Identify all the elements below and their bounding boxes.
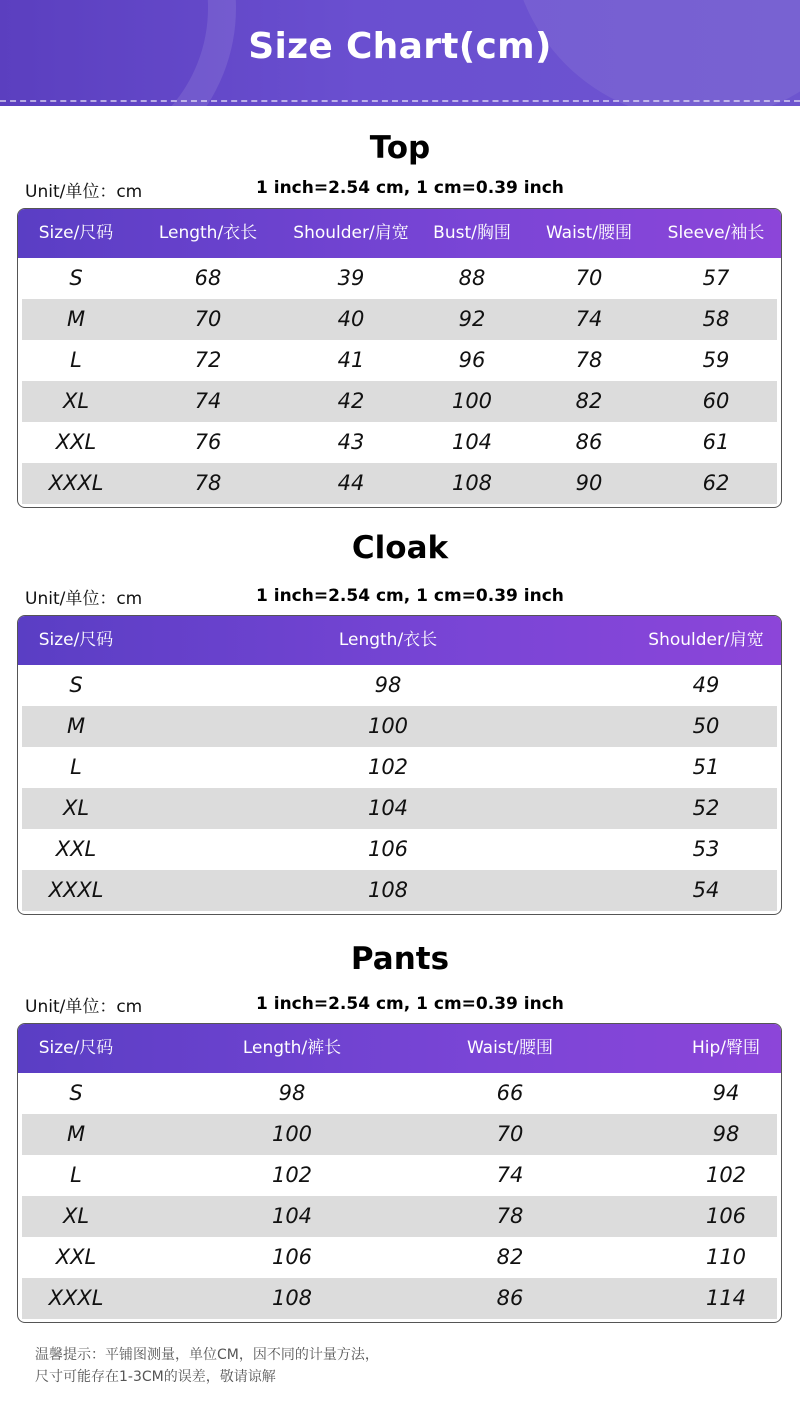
cloak-size-table [17,615,782,915]
cloak-value-cell: 53 [692,837,720,861]
top-value-cell: 43 [337,430,365,454]
top-value-cell: 74 [575,307,603,331]
pants-value-cell: 106 [705,1204,747,1228]
top-value-cell: 100 [451,389,493,413]
pants-size-cell: S [69,1081,83,1105]
pants-size-cell: XL [62,1204,90,1228]
pants-table-row [22,1073,777,1114]
cloak-value-cell: 102 [367,755,409,779]
top-size-cell: L [70,348,82,372]
top-header-cell: Bust/胸围 [433,223,511,243]
top-value-cell: 74 [194,389,222,413]
cloak-value-cell: 100 [367,714,409,738]
top-table-row [22,463,777,504]
cloak-size-cell: XXXL [48,878,104,902]
cloak-value-cell: 51 [692,755,720,779]
cloak-table-row [22,747,777,788]
pants-value-cell: 70 [496,1122,524,1146]
top-value-cell: 96 [458,348,486,372]
cloak-value-cell: 106 [367,837,409,861]
cloak-table-header [18,616,781,665]
pants-value-cell: 94 [712,1081,740,1105]
top-header-cell: Length/衣长 [158,223,258,243]
top-value-cell: 68 [194,266,222,290]
top-value-cell: 59 [702,348,730,372]
top-header-cell: Shoulder/肩宽 [293,223,409,243]
cloak-value-cell: 108 [367,878,409,902]
pants-size-table [17,1023,782,1323]
top-header-cell: Size/尺码 [38,223,114,243]
cloak-table-row [22,665,777,706]
top-value-cell: 60 [702,389,730,413]
cloak-value-cell: 104 [367,796,409,820]
top-table-row [22,340,777,381]
top-value-cell: 57 [702,266,730,290]
cloak-table-row [22,788,777,829]
pants-value-cell: 98 [278,1081,306,1105]
top-value-cell: 44 [337,471,365,495]
top-size-cell: M [66,307,86,331]
cloak-value-cell: 54 [692,878,720,902]
cloak-value-cell: 52 [692,796,720,820]
cloak-header-cell: Shoulder/肩宽 [648,630,764,650]
pants-header-cell: Hip/臀围 [691,1038,761,1058]
top-value-cell: 58 [702,307,730,331]
pants-header-cell: Waist/腰围 [466,1038,554,1058]
cloak-header-cell: Size/尺码 [38,630,114,650]
top-value-cell: 41 [337,348,365,372]
pants-table-row [22,1278,777,1319]
header-banner [0,0,800,106]
pants-value-cell: 100 [271,1122,313,1146]
pants-section-title: Pants [350,941,450,977]
cloak-section-title: Cloak [351,530,449,566]
top-size-cell: XXL [55,430,97,454]
top-value-cell: 42 [337,389,365,413]
top-value-cell: 78 [575,348,603,372]
pants-table-row [22,1196,777,1237]
top-value-cell: 88 [458,266,486,290]
pants-unit-label: Unit/单位：cm [25,997,143,1017]
pants-conversion-note: 1 inch=2.54 cm, 1 cm=0.39 inch [256,994,564,1014]
top-table-row [22,299,777,340]
top-value-cell: 82 [575,389,603,413]
pants-size-cell: L [70,1163,82,1187]
pants-table-header [18,1024,781,1073]
top-size-cell: XL [62,389,90,413]
pants-value-cell: 108 [271,1286,313,1310]
top-size-cell: S [69,266,83,290]
cloak-size-cell: L [70,755,82,779]
top-value-cell: 104 [451,430,493,454]
top-value-cell: 39 [337,266,365,290]
top-value-cell: 61 [702,430,730,454]
cloak-size-cell: XXL [55,837,97,861]
pants-size-cell: M [66,1122,86,1146]
pants-value-cell: 82 [496,1245,524,1269]
pants-value-cell: 66 [496,1081,524,1105]
top-unit-label: Unit/单位：cm [25,182,143,202]
measurement-note-line-2: 尺寸可能存在1-3CM的误差，敬请谅解 [35,1369,276,1385]
top-value-cell: 90 [575,471,603,495]
top-size-table [17,208,782,508]
cloak-table-row [22,870,777,911]
top-table-header [18,209,781,258]
pants-header-cell: Length/裤长 [242,1038,342,1058]
cloak-value-cell: 49 [692,673,720,697]
top-size-cell: XXXL [48,471,104,495]
pants-table-row [22,1114,777,1155]
pants-value-cell: 110 [705,1245,747,1269]
pants-table-row [22,1237,777,1278]
cloak-conversion-note: 1 inch=2.54 cm, 1 cm=0.39 inch [256,586,564,606]
top-value-cell: 70 [575,266,603,290]
pants-value-cell: 102 [271,1163,313,1187]
top-header-cell: Sleeve/袖长 [667,223,765,243]
cloak-unit-label: Unit/单位：cm [25,589,143,609]
cloak-value-cell: 98 [374,673,402,697]
cloak-header-cell: Length/衣长 [338,630,438,650]
page-title: Size Chart(cm) [248,26,552,67]
pants-size-cell: XXL [55,1245,97,1269]
cloak-table-row [22,706,777,747]
top-section-title: Top [369,130,431,166]
pants-value-cell: 102 [705,1163,747,1187]
top-table-row [22,258,777,299]
top-value-cell: 62 [702,471,730,495]
pants-size-cell: XXXL [48,1286,104,1310]
cloak-table-row [22,829,777,870]
pants-value-cell: 106 [271,1245,313,1269]
top-value-cell: 72 [194,348,222,372]
pants-table-row [22,1155,777,1196]
pants-value-cell: 98 [712,1122,740,1146]
cloak-size-cell: XL [62,796,90,820]
pants-header-cell: Size/尺码 [38,1038,114,1058]
cloak-size-cell: S [69,673,83,697]
top-header-cell: Waist/腰围 [545,223,633,243]
banner-dashed-line [0,100,800,102]
pants-value-cell: 114 [705,1286,747,1310]
top-value-cell: 86 [575,430,603,454]
pants-value-cell: 78 [496,1204,524,1228]
measurement-note-line-1: 温馨提示：平铺图测量，单位CM，因不同的计量方法， [35,1347,379,1363]
top-table-row [22,381,777,422]
cloak-size-cell: M [66,714,86,738]
pants-value-cell: 104 [271,1204,313,1228]
top-value-cell: 92 [458,307,486,331]
top-value-cell: 108 [451,471,493,495]
top-value-cell: 40 [337,307,365,331]
top-conversion-note: 1 inch=2.54 cm, 1 cm=0.39 inch [256,178,564,198]
pants-value-cell: 74 [496,1163,524,1187]
top-value-cell: 70 [194,307,222,331]
pants-value-cell: 86 [496,1286,524,1310]
top-table-row [22,422,777,463]
top-value-cell: 76 [194,430,222,454]
top-value-cell: 78 [194,471,222,495]
cloak-value-cell: 50 [692,714,720,738]
